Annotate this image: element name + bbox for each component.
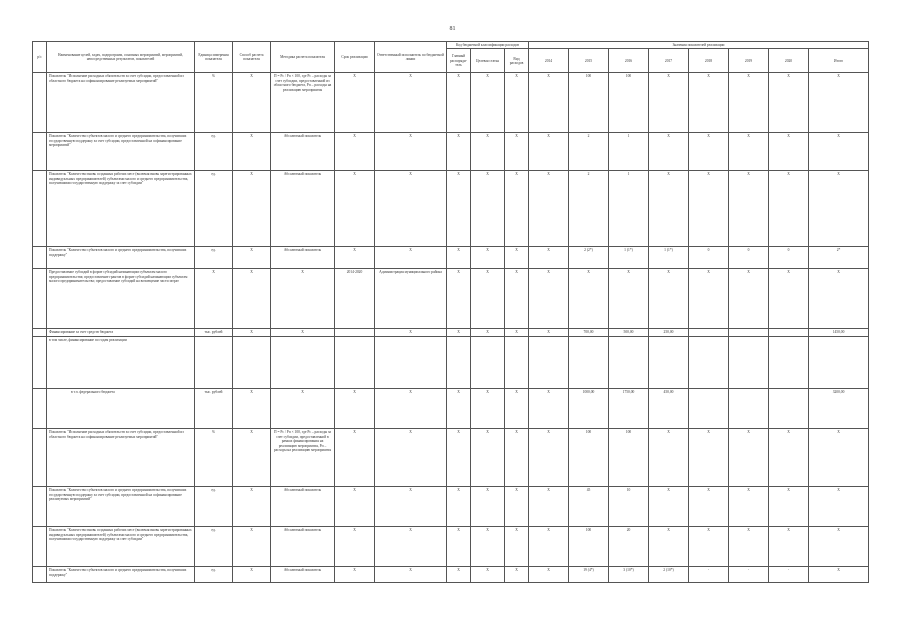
cell-total: X <box>809 171 869 247</box>
cell-2017: 250,00 <box>649 329 689 337</box>
cell-2015: 700,00 <box>569 329 609 337</box>
header-year-2019: 2019 <box>729 49 769 73</box>
cell-grbs <box>447 337 471 389</box>
cell-2018: X <box>689 73 729 133</box>
cell-2015: 45 <box>569 487 609 527</box>
table-row <box>33 247 869 269</box>
cell-2014: X <box>529 133 569 171</box>
cell-vr: X <box>505 389 529 429</box>
cell-unit: % <box>195 73 233 133</box>
cell-vr: X <box>505 487 529 527</box>
cell-responsible: Администрация муниципального района <box>375 269 447 329</box>
cell-2016: 1 <box>609 133 649 171</box>
cell-source: X <box>233 269 271 329</box>
cell-2020: X <box>769 73 809 133</box>
cell-2018: X <box>689 269 729 329</box>
cell-source <box>233 337 271 389</box>
cell-2014: X <box>529 269 569 329</box>
cell-2014: X <box>529 389 569 429</box>
cell-2014: X <box>529 567 569 583</box>
cell-csr <box>471 337 505 389</box>
cell-period: X <box>335 487 375 527</box>
cell-2014 <box>529 337 569 389</box>
table-row <box>33 133 869 171</box>
header-year-2015: 2015 <box>569 49 609 73</box>
cell-2017 <box>649 337 689 389</box>
cell-2020: X <box>769 429 809 487</box>
cell-2016: 100 <box>609 73 649 133</box>
cell-total: X <box>809 527 869 567</box>
cell-method: Абсолютный показатель <box>271 527 335 567</box>
cell-source: X <box>233 73 271 133</box>
header-responsible: Ответственный исполнитель по бюджетной линии <box>375 42 447 73</box>
cell-2018: X <box>689 133 729 171</box>
cell-2019 <box>729 329 769 337</box>
cell-csr: X <box>471 247 505 269</box>
cell-total: X <box>809 487 869 527</box>
cell-name: Предоставление субсидий в форме субсидий начинающим субъектам малого предпринимательства; предоставление грантов в форме субсидий начинающим субъектам малого предпринимательства; предоставление субсидий на возмещение части затрат <box>47 269 195 329</box>
cell-responsible: X <box>375 527 447 567</box>
cell-csr: X <box>471 133 505 171</box>
cell-unit: ед. <box>195 171 233 247</box>
cell-method: П = Рс / Рп × 100, где Рс – расходы за счет субсидии, предоставленной из областного бюджета, Рп – расходы на реализацию мероприятия <box>271 73 335 133</box>
header-num: р/с <box>33 42 47 73</box>
cell-total: 1450,00 <box>809 329 869 337</box>
table-row <box>33 171 869 247</box>
cell-num <box>33 567 47 583</box>
cell-name: Показатель "Количество вновь созданных рабочих мест (включая вновь зарегистрированных индивидуальных предпринимателей) субъектами малого и среднего предпринимательства, получившими государственную поддержку за счет субсидии" <box>47 171 195 247</box>
cell-2015: 100 <box>569 527 609 567</box>
cell-2017: 2 (10*) <box>649 567 689 583</box>
cell-grbs: X <box>447 329 471 337</box>
cell-total <box>809 337 869 389</box>
cell-method: X <box>271 269 335 329</box>
cell-grbs: X <box>447 567 471 583</box>
cell-name: в т.ч. федерального бюджета <box>47 389 195 429</box>
cell-method: X <box>271 389 335 429</box>
cell-source: X <box>233 429 271 487</box>
cell-responsible: X <box>375 487 447 527</box>
cell-2020 <box>769 389 809 429</box>
cell-2019: X <box>729 269 769 329</box>
cell-2019: X <box>729 73 769 133</box>
header-total: Итого <box>809 49 869 73</box>
cell-2017: X <box>649 269 689 329</box>
cell-2015: 2 <box>569 171 609 247</box>
cell-source: X <box>233 567 271 583</box>
cell-total: X <box>809 567 869 583</box>
cell-responsible: X <box>375 329 447 337</box>
cell-grbs: X <box>447 269 471 329</box>
cell-responsible: X <box>375 73 447 133</box>
cell-vr: X <box>505 329 529 337</box>
cell-num <box>33 171 47 247</box>
cell-2020: X <box>769 269 809 329</box>
cell-2020: X <box>769 171 809 247</box>
cell-num <box>33 527 47 567</box>
header-source-method: Способ расчета показателя <box>233 42 271 73</box>
cell-grbs: X <box>447 133 471 171</box>
cell-num <box>33 329 47 337</box>
cell-num <box>33 429 47 487</box>
table-row <box>33 487 869 527</box>
cell-responsible: X <box>375 567 447 583</box>
cell-2019: 0 <box>729 247 769 269</box>
cell-responsible: X <box>375 429 447 487</box>
cell-grbs: X <box>447 73 471 133</box>
header-year-2018: 2018 <box>689 49 729 73</box>
cell-2018 <box>689 329 729 337</box>
cell-name: Показатель "Исполнение расходных обязательств за счет субсидии, предоставленной из областного бюджета на софинансирование реализуемых мероприятий" <box>47 429 195 487</box>
cell-total: X <box>809 269 869 329</box>
header-kbk-vr: Вид расходов <box>505 49 529 73</box>
cell-source: X <box>233 389 271 429</box>
cell-method: П = Рс / Рп × 100, где Рс – расходы за счет субсидии, предоставленной в рамках финансирования на реализацию мероприятия, Рп – расходы на реализацию мероприятия <box>271 429 335 487</box>
cell-period: X <box>335 133 375 171</box>
cell-num <box>33 389 47 429</box>
cell-csr: X <box>471 527 505 567</box>
cell-2015: X <box>569 269 609 329</box>
cell-name: Показатель "Количество субъектов малого и среднего предпринимательства, получивших государственную поддержку за счет субсидии, предоставленной на софинансирование мероприятий" <box>47 133 195 171</box>
cell-vr <box>505 337 529 389</box>
cell-num <box>33 337 47 389</box>
cell-csr: X <box>471 329 505 337</box>
cell-2017: X <box>649 171 689 247</box>
cell-2017: X <box>649 487 689 527</box>
cell-total: X <box>809 133 869 171</box>
cell-name: Показатель "Исполнение расходных обязательств за счет субсидии, предоставленной из областного бюджета на софинансирование реализуемых мероприятий" <box>47 73 195 133</box>
cell-2019: X <box>729 527 769 567</box>
cell-vr: X <box>505 171 529 247</box>
table-row <box>33 527 869 567</box>
cell-vr: X <box>505 247 529 269</box>
cell-2018: X <box>689 527 729 567</box>
header-year-2020: 2020 <box>769 49 809 73</box>
cell-2018: X <box>689 487 729 527</box>
cell-period: X <box>335 247 375 269</box>
table-row <box>33 567 869 583</box>
cell-grbs: X <box>447 429 471 487</box>
cell-num <box>33 487 47 527</box>
cell-grbs: X <box>447 247 471 269</box>
cell-2017: X <box>649 527 689 567</box>
header-year-2017: 2017 <box>649 49 689 73</box>
header-period: Срок реализации <box>335 42 375 73</box>
cell-name: Показатель "Количество субъектов малого и среднего предпринимательства, получивших поддержку" <box>47 567 195 583</box>
header-values-group: Значения показателей реализации <box>529 42 869 49</box>
cell-method: Абсолютный показатель <box>271 487 335 527</box>
cell-2018 <box>689 389 729 429</box>
cell-2016: 20 <box>609 527 649 567</box>
cell-source: X <box>233 171 271 247</box>
cell-period <box>335 329 375 337</box>
cell-2015: 2 (2*) <box>569 247 609 269</box>
cell-2019: X <box>729 429 769 487</box>
cell-num <box>33 269 47 329</box>
cell-2016: 1 <box>609 171 649 247</box>
cell-period: X <box>335 429 375 487</box>
table-row <box>33 269 869 329</box>
cell-vr: X <box>505 429 529 487</box>
cell-2014: X <box>529 329 569 337</box>
cell-unit: ед. <box>195 527 233 567</box>
cell-responsible: X <box>375 171 447 247</box>
cell-2016: 100 <box>609 429 649 487</box>
cell-period: X <box>335 527 375 567</box>
cell-name: Показатель "Количество субъектов малого и среднего предпринимательства, получивших поддержку" <box>47 247 195 269</box>
cell-vr: X <box>505 73 529 133</box>
table-row <box>33 329 869 337</box>
cell-2014: X <box>529 171 569 247</box>
cell-method: Абсолютный показатель <box>271 133 335 171</box>
cell-2019 <box>729 337 769 389</box>
table-row <box>33 389 869 429</box>
cell-2015: 100 <box>569 73 609 133</box>
cell-2018 <box>689 337 729 389</box>
cell-2020: 0 <box>769 247 809 269</box>
cell-csr: X <box>471 269 505 329</box>
cell-unit: ед. <box>195 247 233 269</box>
cell-csr: X <box>471 487 505 527</box>
table-row <box>33 337 869 389</box>
cell-unit: % <box>195 429 233 487</box>
cell-total: 2* <box>809 247 869 269</box>
cell-2019: - <box>729 567 769 583</box>
header-calc-method: Методика расчета показателя <box>271 42 335 73</box>
cell-grbs: X <box>447 527 471 567</box>
cell-2020: X <box>769 487 809 527</box>
header-year-2014: 2014 <box>529 49 569 73</box>
cell-period: X <box>335 389 375 429</box>
cell-unit: X <box>195 269 233 329</box>
cell-source: X <box>233 329 271 337</box>
cell-2017: 1 (1*) <box>649 247 689 269</box>
cell-2020: X <box>769 133 809 171</box>
header-kbk-csr: Целевая статья <box>471 49 505 73</box>
cell-source: X <box>233 487 271 527</box>
cell-unit: ед. <box>195 133 233 171</box>
header-kbk-group: Код бюджетной классификации расходов <box>447 42 529 49</box>
cell-2014: X <box>529 487 569 527</box>
cell-num <box>33 73 47 133</box>
cell-num <box>33 247 47 269</box>
cell-total: 3200,00 <box>809 389 869 429</box>
cell-total: X <box>809 73 869 133</box>
cell-2020: X <box>769 527 809 567</box>
cell-vr: X <box>505 269 529 329</box>
cell-unit: ед. <box>195 567 233 583</box>
cell-2016: 3 (10*) <box>609 567 649 583</box>
cell-source: X <box>233 133 271 171</box>
cell-method: Абсолютный показатель <box>271 247 335 269</box>
cell-2018: X <box>689 171 729 247</box>
cell-2015: 1000,00 <box>569 389 609 429</box>
cell-period: X <box>335 171 375 247</box>
cell-2015: 2 <box>569 133 609 171</box>
cell-2018: 0 <box>689 247 729 269</box>
cell-responsible: X <box>375 389 447 429</box>
cell-period: X <box>335 567 375 583</box>
cell-method: X <box>271 329 335 337</box>
cell-period: X <box>335 73 375 133</box>
cell-2016: 1 (1*) <box>609 247 649 269</box>
cell-unit: ед. <box>195 487 233 527</box>
header-name: Наименование целей, задач, подпрограмм, основных мероприятий, мероприятий, непосредственных результатов, показателей <box>47 42 195 73</box>
cell-total: X <box>809 429 869 487</box>
cell-2015 <box>569 337 609 389</box>
cell-unit: тыс. рублей <box>195 389 233 429</box>
cell-2014: X <box>529 247 569 269</box>
indicator-table-sheet <box>32 41 868 583</box>
cell-vr: X <box>505 527 529 567</box>
cell-unit: тыс. рублей <box>195 329 233 337</box>
indicator-table <box>32 41 869 583</box>
cell-2015: 100 <box>569 429 609 487</box>
cell-2020: - <box>769 567 809 583</box>
cell-2016: 1750,00 <box>609 389 649 429</box>
table-row <box>33 429 869 487</box>
cell-2014: X <box>529 527 569 567</box>
cell-unit <box>195 337 233 389</box>
table-row <box>33 73 869 133</box>
header-kbk-grbs: Главный распоряди-тель <box>447 49 471 73</box>
cell-csr: X <box>471 73 505 133</box>
cell-2019: X <box>729 133 769 171</box>
cell-2016: 10 <box>609 487 649 527</box>
cell-2014: X <box>529 429 569 487</box>
cell-2019: X <box>729 171 769 247</box>
cell-2019: X <box>729 487 769 527</box>
cell-csr: X <box>471 567 505 583</box>
cell-2016: X <box>609 269 649 329</box>
cell-method: Абсолютный показатель <box>271 171 335 247</box>
cell-2014: X <box>529 73 569 133</box>
table-body <box>33 73 869 583</box>
cell-responsible <box>375 337 447 389</box>
cell-csr: X <box>471 429 505 487</box>
cell-2020 <box>769 337 809 389</box>
cell-method: Абсолютный показатель <box>271 567 335 583</box>
cell-grbs: X <box>447 171 471 247</box>
cell-csr: X <box>471 171 505 247</box>
cell-2020 <box>769 329 809 337</box>
cell-vr: X <box>505 133 529 171</box>
cell-2015: 19 (4*) <box>569 567 609 583</box>
cell-2018: - <box>689 567 729 583</box>
cell-2017: X <box>649 73 689 133</box>
cell-name: Показатель "Количество вновь созданных рабочих мест (включая вновь зарегистрированных индивидуальных предпринимателей) субъектами малого и среднего предпринимательства, получившими государственную поддержку за счет субсидии" <box>47 527 195 567</box>
cell-2016: 500,00 <box>609 329 649 337</box>
header-unit: Единица измерения показателя <box>195 42 233 73</box>
header-year-2016: 2016 <box>609 49 649 73</box>
cell-source: X <box>233 527 271 567</box>
cell-name: Показатель "Количество субъектов малого и среднего предпринимательства, получивших государственную поддержку за счет субсидии, предоставленной на софинансирование реализуемых мероприятий" <box>47 487 195 527</box>
cell-2016 <box>609 337 649 389</box>
cell-grbs: X <box>447 389 471 429</box>
cell-2017: 450,00 <box>649 389 689 429</box>
cell-responsible: X <box>375 133 447 171</box>
cell-period: 2014-2020 <box>335 269 375 329</box>
cell-source: X <box>233 247 271 269</box>
cell-2017: X <box>649 429 689 487</box>
cell-method <box>271 337 335 389</box>
cell-name: Финансирование за счет средств бюджета <box>47 329 195 337</box>
cell-vr: X <box>505 567 529 583</box>
cell-responsible: X <box>375 247 447 269</box>
cell-2017: X <box>649 133 689 171</box>
cell-2019 <box>729 389 769 429</box>
cell-period <box>335 337 375 389</box>
cell-grbs: X <box>447 487 471 527</box>
cell-num <box>33 133 47 171</box>
cell-2018: X <box>689 429 729 487</box>
cell-name: в том числе, финансирование по годам реализации <box>47 337 195 389</box>
page-number: 81 <box>449 26 456 32</box>
cell-csr: X <box>471 389 505 429</box>
